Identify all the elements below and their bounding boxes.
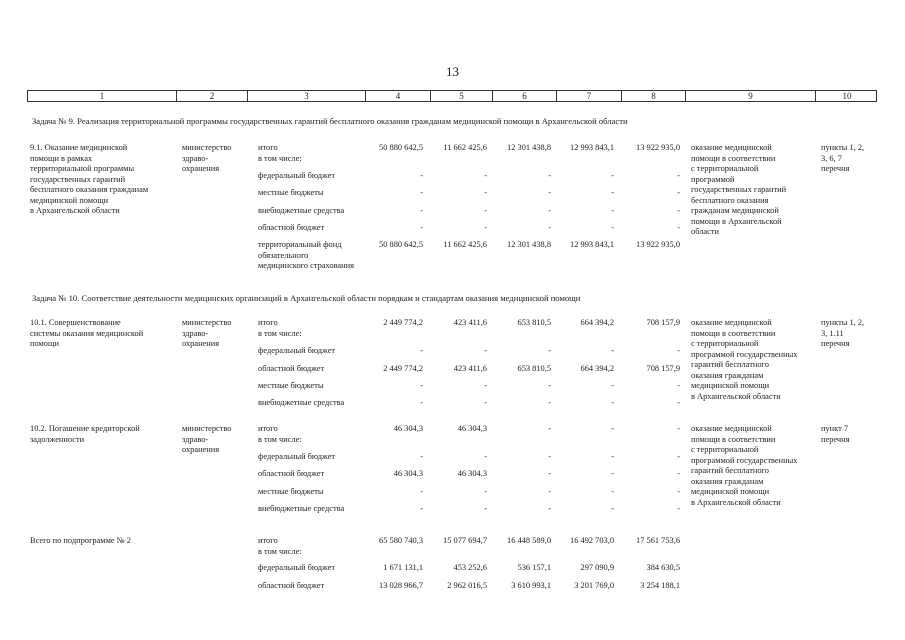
value-cell: -: [420, 206, 423, 215]
value-cell: -: [611, 504, 614, 513]
value-cell: -: [611, 346, 614, 355]
value-cell: 297 090,9: [580, 563, 614, 572]
expected-result: помощи в соответствии: [691, 434, 776, 444]
expected-result: программой государственных: [691, 455, 798, 465]
funding-source: федеральный бюджет: [258, 452, 336, 461]
value-cell: 17 561 753,6: [636, 536, 680, 545]
item-name: государственных гарантий: [30, 174, 126, 184]
funding-source: в том числе:: [258, 546, 302, 556]
funding-source: обязательного: [258, 250, 309, 260]
expected-result: помощи в соответствии: [691, 153, 776, 163]
expected-result: оказания гражданам: [691, 370, 764, 380]
expected-result: бесплатного оказания: [691, 195, 769, 205]
item-name: задолженности: [30, 434, 85, 444]
funding-source: местные бюджеты: [258, 188, 324, 197]
list-reference: перечня: [821, 339, 850, 348]
value-cell: 423 411,6: [453, 318, 487, 327]
item-name: 10.2. Погашение кредиторской: [30, 424, 140, 433]
value-cell: 664 394,2: [580, 364, 614, 373]
value-cell: 13 028 966,7: [379, 581, 423, 590]
executor: здраво-: [182, 153, 209, 163]
funding-source: федеральный бюджет: [258, 171, 336, 180]
column-number-10: 10: [842, 91, 852, 101]
funding-source: в том числе:: [258, 434, 302, 444]
executor: здраво-: [182, 434, 209, 444]
value-cell: -: [484, 346, 487, 355]
value-cell: 11 662 425,6: [443, 240, 487, 249]
list-reference: 3, 6, 7: [821, 153, 842, 163]
list-reference: пункт 7: [821, 424, 849, 433]
value-cell: -: [611, 223, 614, 232]
funding-source: областной бюджет: [258, 364, 325, 373]
executor: охранения: [182, 339, 220, 348]
column-number-7: 7: [557, 91, 622, 101]
item-name: 9.1. Оказание медицинской: [30, 143, 128, 152]
funding-source: внебюджетные средства: [258, 504, 345, 513]
value-cell: 16 448 589,0: [507, 536, 551, 545]
value-cell: -: [420, 381, 423, 390]
expected-result: гарантий бесплатного: [691, 466, 769, 475]
funding-source: в том числе:: [258, 328, 302, 338]
funding-source: медицинского страхования: [258, 261, 354, 270]
item-name: системы оказания медицинской: [30, 328, 144, 338]
item-name: территориальной программы: [30, 164, 135, 173]
value-cell: -: [484, 223, 487, 232]
value-cell: -: [484, 487, 487, 496]
expected-result: помощи в соответствии: [691, 328, 776, 338]
column-number-5: 5: [431, 91, 493, 101]
value-cell: 13 922 935,0: [636, 240, 680, 249]
column-number-6: 6: [493, 91, 557, 101]
value-cell: 50 880 642,5: [379, 240, 423, 249]
value-cell: -: [420, 223, 423, 232]
column-number-header: [27, 90, 877, 102]
value-cell: 3 610 993,1: [511, 581, 551, 590]
value-cell: -: [420, 398, 423, 407]
task-9-title: Задача № 9. Реализация территориальной программы государственных гарантий бесплатного оказания гражданам медицинской помощи в Архангельской области: [32, 116, 628, 126]
value-cell: -: [677, 398, 680, 407]
value-cell: -: [677, 188, 680, 197]
value-cell: 423 411,6: [453, 364, 487, 373]
expected-result: оказания гражданам: [691, 476, 764, 486]
value-cell: 65 580 740,3: [379, 536, 423, 545]
executor: охранения: [182, 445, 220, 454]
value-cell: -: [548, 424, 551, 433]
expected-result: в Архангельской области: [691, 497, 781, 507]
value-cell: -: [484, 171, 487, 180]
expected-result: помощи в Архангельской: [691, 216, 782, 226]
column-number-3: 3: [248, 91, 366, 101]
value-cell: 46 304,3: [393, 424, 423, 433]
expected-result: медицинской помощи: [691, 381, 770, 390]
value-cell: -: [611, 188, 614, 197]
value-cell: 15 077 694,7: [443, 536, 487, 545]
value-cell: 13 922 935,0: [636, 143, 680, 152]
value-cell: -: [677, 452, 680, 461]
value-cell: -: [611, 171, 614, 180]
column-number-8: 8: [622, 91, 686, 101]
funding-source: внебюджетные средства: [258, 206, 345, 215]
funding-source: федеральный бюджет: [258, 563, 336, 572]
value-cell: 2 449 774,2: [383, 318, 423, 327]
funding-source: областной бюджет: [258, 223, 325, 232]
funding-source: итого: [258, 143, 278, 152]
executor: охранения: [182, 164, 220, 173]
funding-source: федеральный бюджет: [258, 346, 336, 355]
value-cell: 11 662 425,6: [443, 143, 487, 152]
value-cell: -: [484, 381, 487, 390]
expected-result: в Архангельской области: [691, 391, 781, 401]
value-cell: -: [677, 346, 680, 355]
expected-result: программой государственных: [691, 349, 798, 359]
expected-result: гарантий бесплатного: [691, 360, 769, 369]
column-number-4: 4: [366, 91, 431, 101]
value-cell: -: [677, 381, 680, 390]
value-cell: -: [420, 188, 423, 197]
value-cell: -: [548, 469, 551, 478]
value-cell: -: [484, 206, 487, 215]
value-cell: 46 304,3: [393, 469, 423, 478]
value-cell: -: [420, 487, 423, 496]
value-cell: -: [548, 346, 551, 355]
value-cell: -: [420, 171, 423, 180]
value-cell: -: [548, 504, 551, 513]
value-cell: 50 880 642,5: [379, 143, 423, 152]
expected-result: оказание медицинской: [691, 424, 772, 433]
value-cell: -: [677, 424, 680, 433]
list-reference: пункты 1, 2,: [821, 318, 865, 327]
funding-source: итого: [258, 318, 278, 327]
expected-result: гражданам медицинской: [691, 206, 779, 215]
value-cell: -: [677, 504, 680, 513]
value-cell: 708 157,9: [646, 318, 680, 327]
expected-result: с территориальной: [691, 445, 759, 454]
expected-result: государственных гарантий: [691, 185, 787, 194]
page-number: 13: [446, 64, 459, 79]
funding-source: территориальный фонд: [258, 240, 342, 249]
expected-result: медицинской помощи: [691, 487, 770, 496]
value-cell: -: [420, 452, 423, 461]
list-reference: 3, 1.11: [821, 328, 844, 338]
value-cell: 12 993 843,1: [570, 240, 614, 249]
value-cell: 453 252,6: [453, 563, 487, 572]
expected-result: с территориальной: [691, 339, 759, 348]
value-cell: 3 254 188,1: [640, 581, 680, 590]
value-cell: -: [548, 206, 551, 215]
value-cell: -: [548, 188, 551, 197]
funding-source: итого: [258, 424, 278, 433]
funding-source: областной бюджет: [258, 469, 325, 478]
value-cell: 12 301 438,8: [507, 143, 551, 152]
value-cell: -: [611, 381, 614, 390]
executor: здраво-: [182, 328, 209, 338]
value-cell: -: [548, 223, 551, 232]
value-cell: -: [677, 487, 680, 496]
item-name: бесплатного оказания гражданам: [30, 185, 149, 194]
value-cell: -: [484, 504, 487, 513]
value-cell: -: [611, 424, 614, 433]
expected-result: оказание медицинской: [691, 143, 772, 152]
item-name: в Архангельской области: [30, 206, 120, 215]
value-cell: 384 630,5: [646, 563, 680, 572]
expected-result: области: [691, 227, 719, 236]
expected-result: с территориальной: [691, 164, 759, 173]
value-cell: -: [548, 398, 551, 407]
item-name: помощи: [30, 339, 59, 348]
value-cell: -: [611, 487, 614, 496]
value-cell: -: [484, 188, 487, 197]
executor: министерство: [182, 143, 232, 152]
value-cell: 653 810,5: [517, 364, 551, 373]
value-cell: -: [484, 452, 487, 461]
task-10-title: Задача № 10. Соответствие деятельности медицинских организаций в Архангельской области порядкам и стандартам оказания медицинской помощи: [32, 293, 581, 303]
expected-result: программой: [691, 174, 735, 184]
funding-source: местные бюджеты: [258, 381, 324, 390]
executor: министерство: [182, 424, 232, 433]
value-cell: -: [677, 223, 680, 232]
value-cell: -: [548, 171, 551, 180]
list-reference: перечня: [821, 164, 850, 173]
value-cell: 12 993 843,1: [570, 143, 614, 152]
column-number-2: 2: [177, 91, 248, 101]
expected-result: оказание медицинской: [691, 318, 772, 327]
value-cell: -: [484, 398, 487, 407]
value-cell: 664 394,2: [580, 318, 614, 327]
value-cell: 3 201 769,0: [574, 581, 614, 590]
value-cell: 708 157,9: [646, 364, 680, 373]
executor: министерство: [182, 318, 232, 327]
value-cell: 536 157,1: [517, 563, 551, 572]
value-cell: -: [611, 206, 614, 215]
funding-source: итого: [258, 536, 278, 545]
value-cell: 653 810,5: [517, 318, 551, 327]
value-cell: 2 449 774,2: [383, 364, 423, 373]
item-name: помощи в рамках: [30, 153, 93, 163]
value-cell: 1 671 131,1: [383, 563, 423, 572]
value-cell: -: [611, 398, 614, 407]
item-name: 10.1. Совершенствование: [30, 318, 121, 327]
value-cell: 12 301 438,8: [507, 240, 551, 249]
value-cell: -: [548, 452, 551, 461]
funding-source: областной бюджет: [258, 581, 325, 590]
item-name: медицинской помощи: [30, 195, 109, 205]
value-cell: -: [420, 346, 423, 355]
value-cell: -: [677, 171, 680, 180]
value-cell: -: [548, 487, 551, 496]
funding-source: внебюджетные средства: [258, 398, 345, 407]
value-cell: -: [611, 452, 614, 461]
value-cell: -: [677, 206, 680, 215]
value-cell: 2 962 016,5: [447, 581, 487, 590]
value-cell: 46 304,3: [457, 424, 487, 433]
list-reference: перечня: [821, 434, 850, 444]
item-name: Всего по подпрограмме № 2: [30, 536, 131, 545]
column-number-9: 9: [686, 91, 816, 101]
funding-source: местные бюджеты: [258, 487, 324, 496]
value-cell: 16 492 703,0: [570, 536, 614, 545]
value-cell: -: [677, 469, 680, 478]
funding-source: в том числе:: [258, 153, 302, 163]
list-reference: пункты 1, 2,: [821, 143, 865, 152]
value-cell: -: [420, 504, 423, 513]
value-cell: -: [611, 469, 614, 478]
value-cell: 46 304,3: [457, 469, 487, 478]
value-cell: -: [548, 381, 551, 390]
column-number-1: 1: [28, 91, 177, 101]
